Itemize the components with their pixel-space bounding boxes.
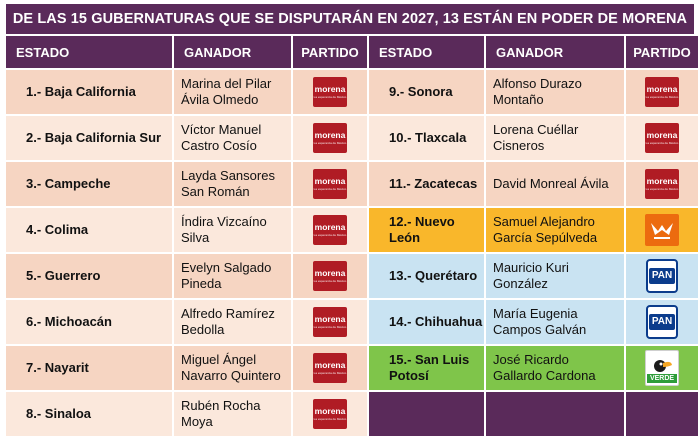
partido-cell — [293, 208, 367, 252]
empty-cell — [486, 392, 624, 436]
ganador-line: Silva — [181, 230, 210, 245]
ganador-line: David Monreal Ávila — [493, 175, 609, 191]
ganador-line: San Román — [181, 184, 250, 199]
estado-cell: 6.- Michoacán — [6, 300, 172, 344]
morena-logo-tagline: La esperanza de México — [313, 370, 347, 375]
ganador-cell — [174, 254, 291, 298]
ganador-line: Gallardo Cardona — [493, 368, 596, 383]
morena-logo-icon — [645, 169, 679, 199]
ganador-line: Rubén Rocha — [181, 397, 261, 413]
ganador-cell — [174, 162, 291, 206]
morena-logo-word: morena — [646, 176, 678, 187]
ganador-line: Navarro Quintero — [181, 368, 281, 383]
morena-logo-icon — [313, 261, 347, 291]
morena-logo-word: morena — [314, 360, 346, 371]
ganador-cell — [486, 300, 624, 344]
pan-logo-word: PAN — [649, 314, 675, 330]
header-partido-left: PARTIDO — [293, 36, 367, 68]
partido-cell — [626, 346, 698, 390]
ganador-line: Cisneros — [493, 138, 545, 153]
eagle-icon — [649, 219, 675, 241]
governorships-table — [6, 36, 698, 436]
morena-logo-tagline: La esperanza de México — [313, 416, 347, 421]
ganador-line: Evelyn Salgado — [181, 259, 272, 275]
ganador-line: Índira Vizcaíno — [181, 213, 267, 229]
pan-logo-word: PAN — [649, 268, 675, 284]
morena-logo-word: morena — [314, 268, 346, 279]
pan-logo-icon — [646, 305, 678, 339]
header-partido-right: PARTIDO — [626, 36, 698, 68]
ganador-cell — [486, 208, 624, 252]
morena-logo-tagline: La esperanza de México — [313, 94, 347, 99]
ganador-cell — [174, 392, 291, 436]
partido-cell — [293, 346, 367, 390]
partido-cell — [293, 116, 367, 160]
ganador-line: Bedolla — [181, 322, 225, 337]
ganador-line: Samuel Alejandro — [493, 213, 595, 229]
partido-cell — [293, 162, 367, 206]
morena-logo-tagline: La esperanza de México — [645, 186, 679, 191]
morena-logo-tagline: La esperanza de México — [645, 94, 679, 99]
partido-cell — [626, 162, 698, 206]
estado-cell — [369, 300, 484, 344]
estado-cell — [369, 162, 484, 206]
ganador-cell — [174, 346, 291, 390]
ganador-line: Lorena Cuéllar — [493, 121, 579, 137]
toucan-icon — [651, 356, 673, 374]
estado-cell: 7.- Nayarit — [6, 346, 172, 390]
ganador-line: Alfredo Ramírez — [181, 305, 275, 321]
ganador-cell — [486, 346, 624, 390]
morena-logo-tagline: La esperanza de México — [313, 232, 347, 237]
morena-logo-word: morena — [314, 176, 346, 187]
morena-logo-icon — [313, 353, 347, 383]
morena-logo-icon — [313, 307, 347, 337]
header-estado-left: ESTADO — [6, 36, 172, 68]
estado-cell — [369, 346, 484, 390]
morena-logo-icon — [313, 123, 347, 153]
estado-line: 15.- San Luis — [389, 351, 470, 367]
ganador-cell — [174, 116, 291, 160]
ganador-line: Víctor Manuel — [181, 121, 262, 137]
ganador-cell — [174, 208, 291, 252]
morena-logo-icon — [313, 215, 347, 245]
morena-logo-icon — [313, 77, 347, 107]
morena-logo-word: morena — [314, 314, 346, 325]
empty-cell — [626, 392, 698, 436]
morena-logo-word: morena — [314, 406, 346, 417]
partido-cell — [293, 392, 367, 436]
estado-line: 14.- Chihuahua — [389, 313, 483, 329]
estado-cell — [369, 208, 484, 252]
morena-logo-word: morena — [646, 130, 678, 141]
ganador-line: Castro Cosío — [181, 138, 257, 153]
estado-cell: 3.- Campeche — [6, 162, 172, 206]
ganador-line: Layda Sansores — [181, 167, 275, 183]
ganador-line: Marina del Pilar — [181, 75, 272, 91]
estado-cell — [369, 70, 484, 114]
ganador-cell — [174, 300, 291, 344]
header-estado-right: ESTADO — [369, 36, 484, 68]
ganador-cell — [486, 116, 624, 160]
pan-logo-icon — [646, 259, 678, 293]
morena-logo-icon — [645, 77, 679, 107]
ganador-line: Miguel Ángel — [181, 351, 257, 367]
ganador-line: González — [493, 276, 548, 291]
morena-logo-word: morena — [646, 84, 678, 95]
partido-cell — [293, 300, 367, 344]
morena-logo-tagline: La esperanza de México — [313, 324, 347, 329]
estado-cell: 2.- Baja California Sur — [6, 116, 172, 160]
estado-cell — [369, 254, 484, 298]
partido-cell — [626, 208, 698, 252]
header-ganador-left: GANADOR — [174, 36, 291, 68]
morena-logo-tagline: La esperanza de México — [313, 278, 347, 283]
ganador-line: María Eugenia — [493, 305, 578, 321]
estado-line: 9.- Sonora — [389, 83, 453, 99]
movimiento-ciudadano-logo-icon — [645, 214, 679, 246]
estado-line: Potosí — [389, 368, 429, 383]
estado-cell: 4.- Colima — [6, 208, 172, 252]
ganador-line: Pineda — [181, 276, 222, 291]
estado-line: León — [389, 230, 421, 245]
ganador-cell — [174, 70, 291, 114]
morena-logo-word: morena — [314, 222, 346, 233]
estado-cell: 5.- Guerrero — [6, 254, 172, 298]
ganador-cell — [486, 254, 624, 298]
partido-cell — [626, 70, 698, 114]
morena-logo-icon — [645, 123, 679, 153]
header-ganador-right: GANADOR — [486, 36, 624, 68]
ganador-cell — [486, 70, 624, 114]
verde-logo-icon — [645, 350, 679, 386]
morena-logo-tagline: La esperanza de México — [313, 140, 347, 145]
ganador-line: José Ricardo — [493, 351, 569, 367]
morena-logo-icon — [313, 399, 347, 429]
estado-line: 10.- Tlaxcala — [389, 129, 467, 145]
estado-cell: 1.- Baja California — [6, 70, 172, 114]
ganador-line: Campos Galván — [493, 322, 587, 337]
partido-cell — [626, 254, 698, 298]
ganador-line: García Sepúlveda — [493, 230, 598, 245]
partido-cell — [293, 70, 367, 114]
empty-cell — [369, 392, 484, 436]
ganador-line: Alfonso Durazo — [493, 75, 582, 91]
partido-cell — [293, 254, 367, 298]
estado-line: 12.- Nuevo — [389, 213, 455, 229]
estado-line: 11.- Zacatecas — [389, 175, 478, 191]
estado-cell — [369, 116, 484, 160]
partido-cell — [626, 116, 698, 160]
morena-logo-tagline: La esperanza de México — [313, 186, 347, 191]
verde-logo-word: VERDE — [647, 374, 677, 383]
ganador-line: Mauricio Kuri — [493, 259, 569, 275]
ganador-cell — [486, 162, 624, 206]
ganador-line: Moya — [181, 414, 213, 429]
partido-cell — [626, 300, 698, 344]
estado-line: 13.- Querétaro — [389, 267, 478, 283]
morena-logo-word: morena — [314, 130, 346, 141]
morena-logo-icon — [313, 169, 347, 199]
morena-logo-tagline: La esperanza de México — [645, 140, 679, 145]
estado-cell: 8.- Sinaloa — [6, 392, 172, 436]
table-title: DE LAS 15 GUBERNATURAS QUE SE DISPUTARÁN EN 2027, 13 ESTÁN EN PODER DE MORENA — [6, 4, 694, 34]
ganador-line: Montaño — [493, 92, 544, 107]
ganador-line: Ávila Olmedo — [181, 92, 259, 107]
morena-logo-word: morena — [314, 84, 346, 95]
